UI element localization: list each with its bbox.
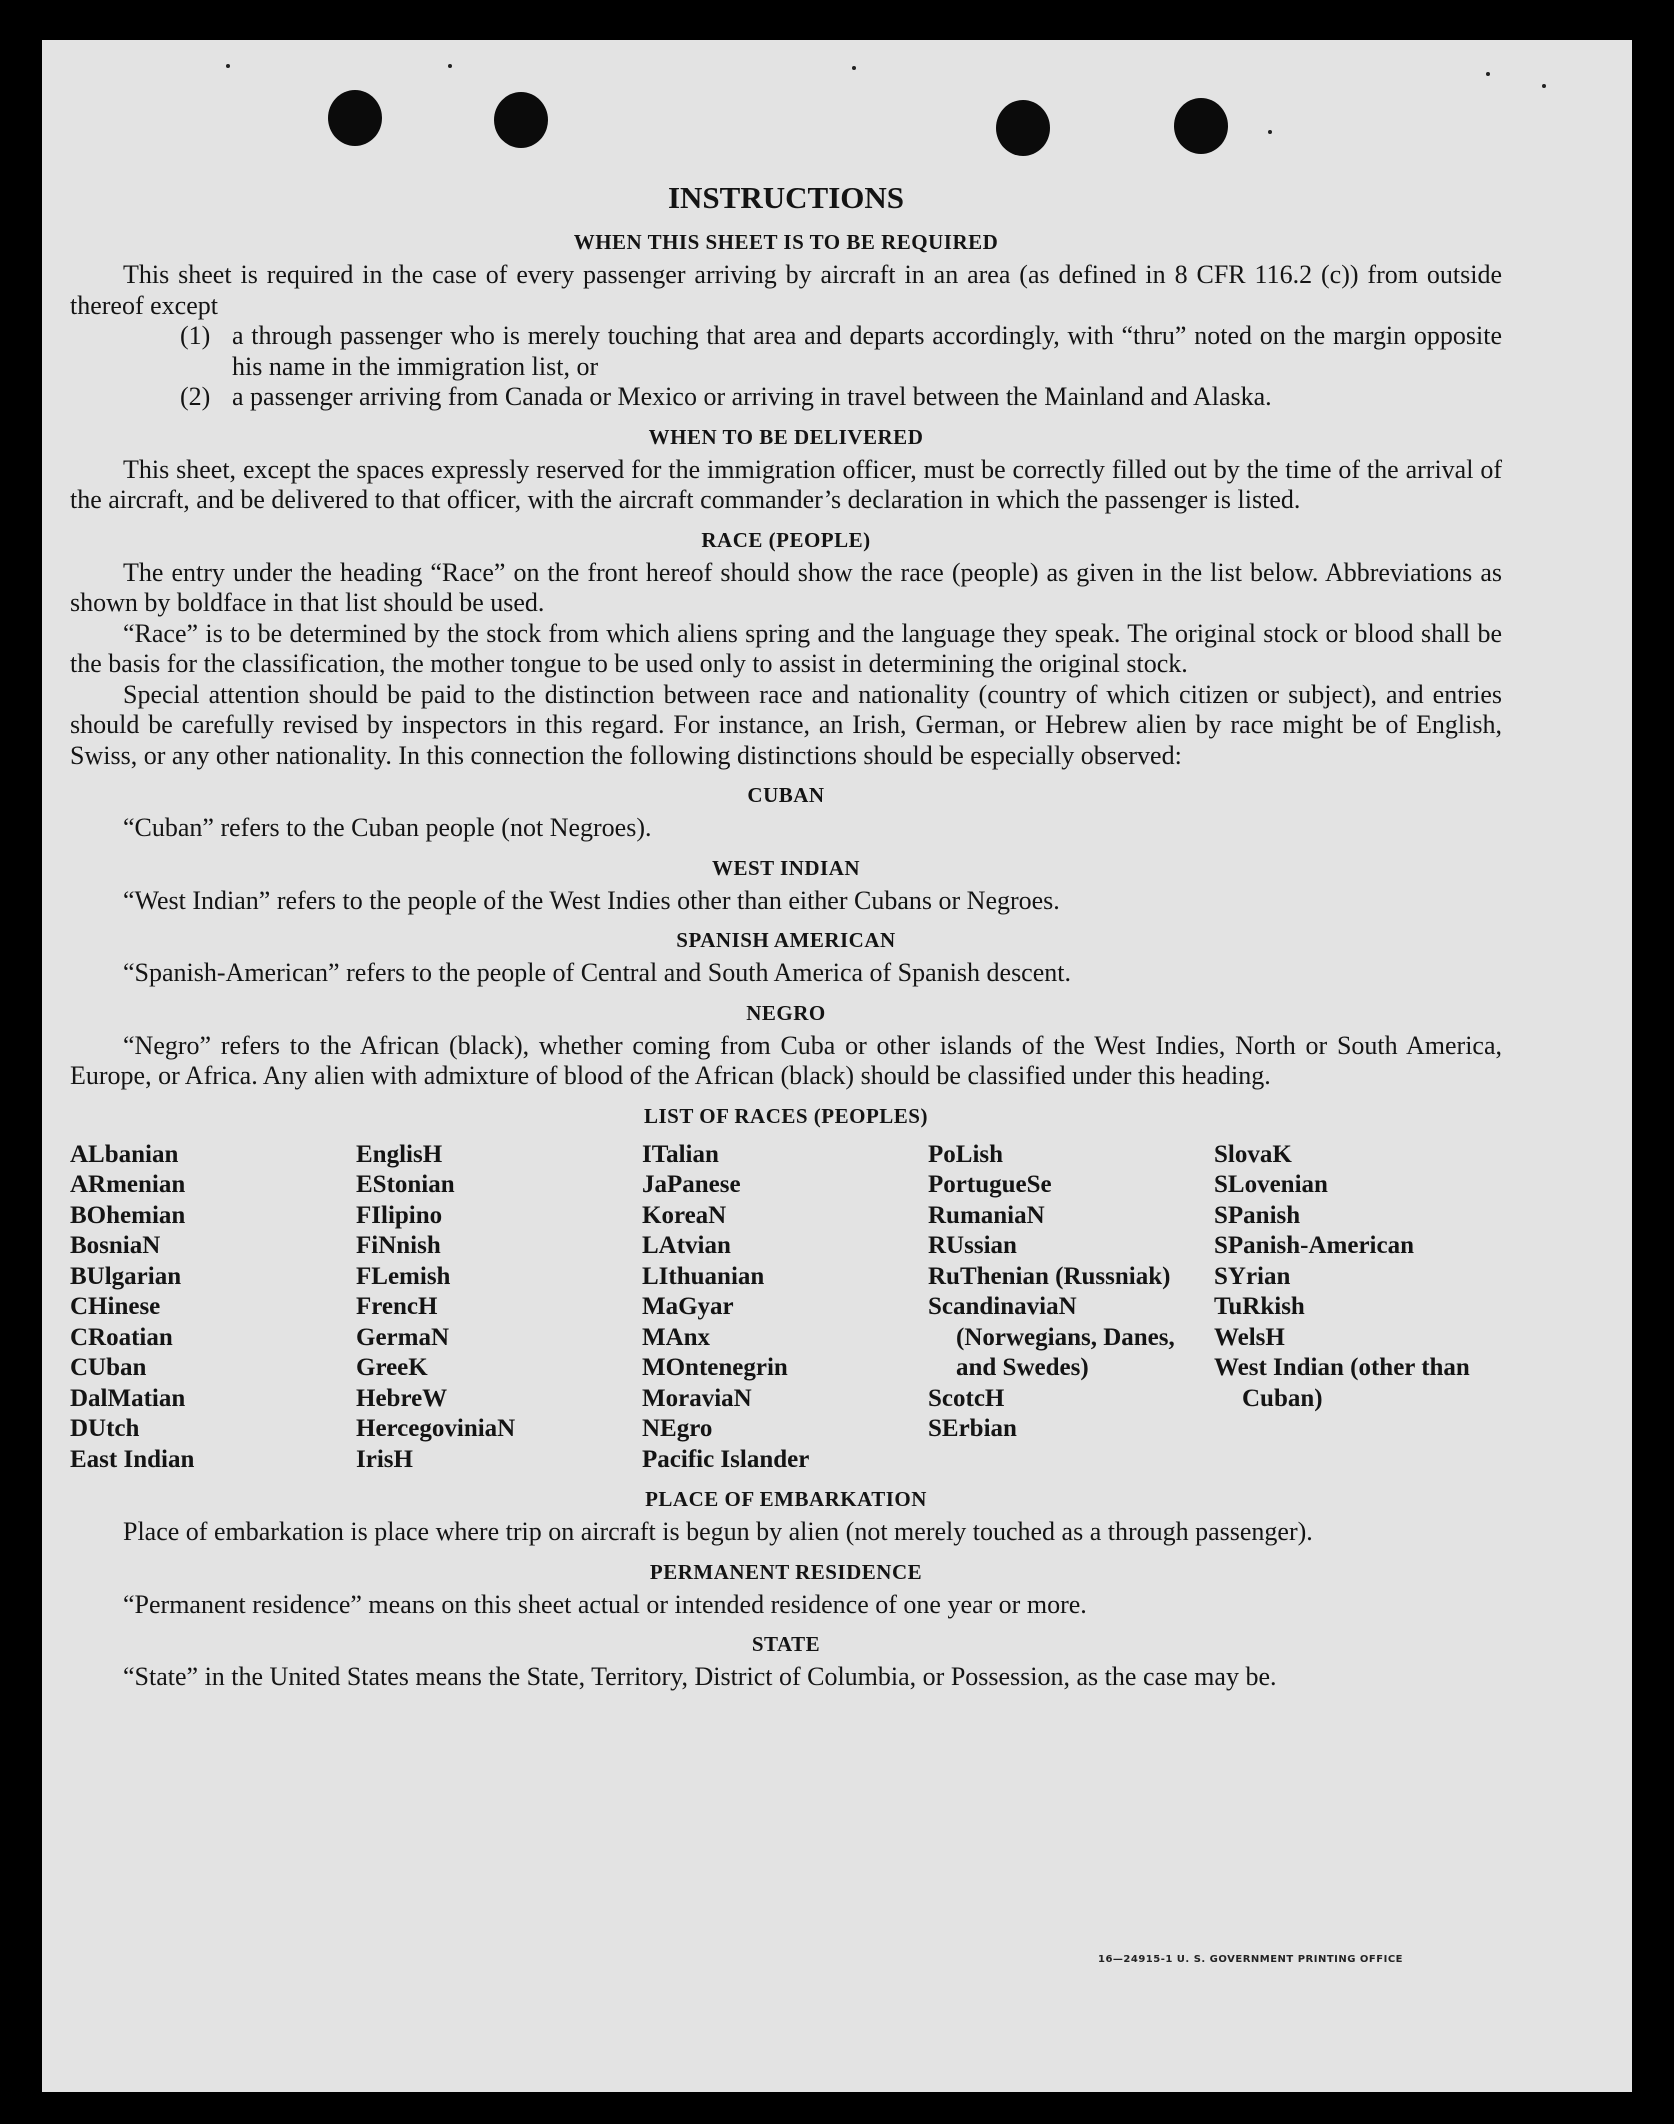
race-entry: RuThenian (Russniak) (928, 1262, 1171, 1290)
paragraph: “West Indian” refers to the people of the West Indies other than either Cubans or Negroes. (123, 885, 1060, 915)
race-entry: EnglisH (356, 1140, 443, 1168)
section-heading: WHEN THIS SHEET IS TO BE REQUIRED (573, 230, 999, 254)
section-heading: WEST INDIAN (711, 855, 861, 880)
document-sheet (42, 40, 1632, 2092)
speck (852, 66, 856, 70)
speck (1268, 130, 1272, 134)
race-entry: CRoatian (70, 1323, 173, 1351)
race-entry: WelsH (1214, 1323, 1285, 1351)
races-column (928, 1140, 1214, 1476)
race-entry: BUlgarian (70, 1262, 182, 1290)
section-heading: NEGRO (746, 1000, 826, 1025)
speck (1542, 84, 1546, 88)
paragraph: This sheet is required in the case of every passenger arriving by aircraft in an area (as defined in 8 CFR 116.2 (c)) from outside thereof except (70, 260, 1502, 320)
race-entry: NEgro (642, 1415, 713, 1442)
race-entry: MOntenegrin (642, 1354, 788, 1381)
race-entry: DUtch (70, 1415, 140, 1442)
printer-imprint: 16—24915-1 U. S. GOVERNMENT PRINTING OFFICE (1098, 1954, 1403, 1965)
race-entry: HercegoviniaN (356, 1415, 516, 1442)
race-entry: PortugueSe (928, 1171, 1052, 1198)
race-entry: FLemish (356, 1262, 451, 1290)
race-entry: JaPanese (642, 1171, 741, 1198)
paragraph: “Negro” refers to the African (black), whether coming from Cuba or other islands of the West Indies, North or South America, Europe, or Africa. Any alien with admixture of blood of the African (black) should be classified under this heading. (70, 1030, 1502, 1090)
section-heading: PERMANENT RESIDENCE (649, 1559, 923, 1584)
race-entry: DalMatian (70, 1384, 186, 1412)
section-heading: STATE (751, 1632, 821, 1656)
section-heading: SPANISH AMERICAN (676, 928, 896, 952)
race-entry: RUssian (928, 1232, 1017, 1259)
section-heading: WHEN TO BE DELIVERED (648, 424, 924, 449)
punch-hole (996, 100, 1050, 156)
races-column (70, 1140, 356, 1476)
paragraph: Special attention should be paid to the distinction between race and nationality (country of which citizen or subject), and entries should be carefully revised by inspectors in this regard. For instance, an Irish, German, or Hebrew alien by race might be of English, Swiss, or any other nationality. In this connection the following distinctions should be especially observed: (70, 679, 1502, 770)
race-entry: BosniaN (70, 1232, 161, 1259)
race-entry: PoLish (928, 1140, 1004, 1168)
race-entry: Pacific Islander (642, 1445, 810, 1473)
paragraph: Place of embarkation is place where trip on aircraft is begun by alien (not merely touched as a through passenger). (123, 1517, 1313, 1546)
paragraph: “Race” is to be determined by the stock from which aliens spring and the language they speak. The original stock or blood shall be the basis for the classification, the mother tongue to be used only to assist in determining the original stock. (70, 618, 1502, 678)
race-entry: FrencH (356, 1293, 438, 1320)
section-heading: LIST OF RACES (PEOPLES) (644, 1103, 928, 1128)
item-text: a passenger arriving from Canada or Mexico or arriving in travel between the Mainland and Alaska. (232, 382, 1272, 411)
paragraph: “Spanish-American” refers to the people of Central and South America of Spanish descent. (123, 958, 1071, 987)
race-entry: ScandinaviaN (Norwegians, Danes, and Swedes) (928, 1293, 1175, 1381)
race-entry: FiNnish (356, 1232, 441, 1259)
race-entry: RumaniaN (928, 1201, 1045, 1229)
paragraph: “Cuban” refers to the Cuban people (not Negroes). (123, 813, 652, 842)
item-text: a through passenger who is merely touching that area and departs accordingly, with “thru” noted on the margin opposite his name in the immigration list, or (232, 321, 1502, 381)
race-entry: LAtvian (642, 1232, 731, 1259)
race-entry: GreeK (356, 1354, 428, 1381)
race-entry: TuRkish (1214, 1293, 1305, 1320)
race-entry: CUban (70, 1354, 147, 1381)
race-entry: MAnx (642, 1323, 711, 1351)
list-item (70, 382, 1502, 413)
race-entry: SPanish (1214, 1201, 1301, 1229)
section-heading: RACE (PEOPLE) (701, 527, 871, 552)
race-entry: HebreW (356, 1384, 448, 1412)
section-heading: PLACE OF EMBARKATION (645, 1487, 927, 1511)
race-entry: SlovaK (1214, 1140, 1292, 1168)
races-list (70, 1140, 1502, 1476)
race-entry: LIthuanian (642, 1262, 765, 1290)
item-number: (2) (180, 382, 211, 411)
paragraph: “State” in the United States means the State, Territory, District of Columbia, or Possession, as the case may be. (123, 1662, 1277, 1691)
race-entry: West Indian (other than Cuban) (1214, 1354, 1470, 1412)
races-column (1214, 1140, 1502, 1476)
paragraph: “Permanent residence” means on this sheet actual or intended residence of one year or more. (123, 1589, 1087, 1619)
race-entry: MaGyar (642, 1293, 734, 1320)
race-entry: MoraviaN (642, 1384, 752, 1412)
race-entry: GermaN (356, 1323, 450, 1351)
race-entry: CHinese (70, 1293, 161, 1320)
race-entry: SYrian (1214, 1262, 1291, 1290)
speck (226, 64, 230, 68)
race-entry: IrisH (356, 1445, 413, 1473)
race-entry: BOhemian (70, 1201, 186, 1229)
races-column (642, 1140, 928, 1476)
item-number: (1) (180, 321, 211, 350)
list-item (70, 321, 1502, 382)
race-entry: ScotcH (928, 1384, 1005, 1412)
speck (1486, 72, 1490, 76)
speck (448, 64, 452, 68)
section-heading: CUBAN (747, 783, 825, 807)
punch-hole (328, 90, 382, 146)
race-entry: EStonian (356, 1171, 455, 1198)
instructions-body (70, 178, 1502, 1693)
page-title: INSTRUCTIONS (667, 180, 904, 215)
race-entry: KoreaN (642, 1201, 727, 1229)
race-entry: SPanish-American (1214, 1232, 1414, 1259)
race-entry: SErbian (928, 1415, 1017, 1442)
punch-hole (494, 92, 548, 148)
race-entry: FIlipino (356, 1201, 443, 1229)
paragraph: This sheet, except the spaces expressly reserved for the immigration officer, must be correctly filled out by the time of the arrival of the aircraft, and be delivered to that officer, with the aircraft commander’s declaration in which the passenger is listed. (70, 454, 1502, 514)
race-entry: ARmenian (70, 1171, 186, 1198)
race-entry: SLovenian (1214, 1171, 1328, 1198)
paragraph: The entry under the heading “Race” on the front hereof should show the race (people) as given in the list below. Abbreviations as shown by boldface in that list should be used. (70, 557, 1502, 617)
punch-hole (1174, 98, 1228, 154)
race-entry: ALbanian (70, 1140, 179, 1168)
races-column (356, 1140, 642, 1476)
race-entry: ITalian (642, 1140, 719, 1168)
race-entry: East Indian (70, 1445, 195, 1473)
